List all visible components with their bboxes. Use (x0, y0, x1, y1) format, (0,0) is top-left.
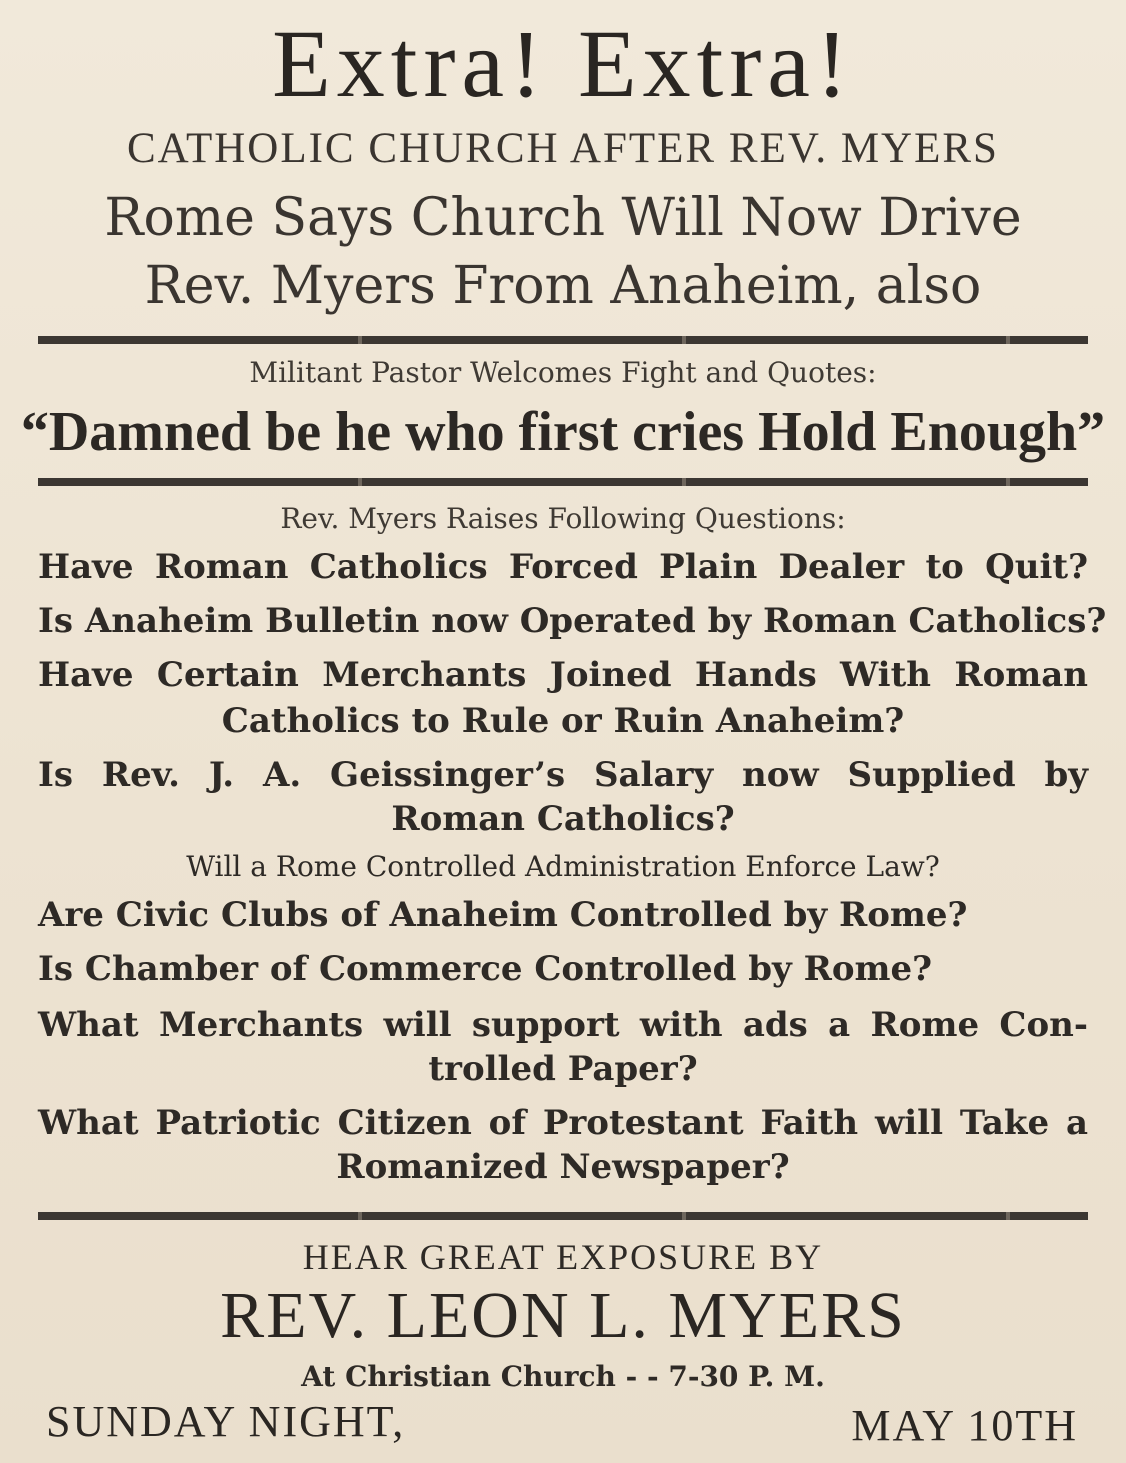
subheadline: CATHOLIC CHURCH AFTER REV. MYERS (127, 125, 999, 172)
divider-rule (38, 1212, 1088, 1220)
divider-rule (38, 478, 1088, 486)
question-line: trolled Paper? (428, 1049, 698, 1089)
militant-line: Militant Pastor Welcomes Fight and Quotes: (249, 356, 877, 389)
question-line: Have Roman Catholics Forced Plain Dealer to Quit? (38, 547, 1088, 587)
footer-date: MAY 10TH (851, 1401, 1078, 1450)
question-line: What Patriotic Citizen of Protestant Faith will Take a (38, 1103, 1088, 1143)
footer-day: SUNDAY NIGHT, (46, 1397, 406, 1446)
question-line: Is Rev. J. A. Geissinger’s Salary now Supplied by (38, 755, 1088, 795)
rome-line-2: Rev. Myers From Anaheim, also (144, 256, 982, 316)
question-line: Are Civic Clubs of Anaheim Controlled by Rome? (38, 895, 968, 935)
divider-rule (38, 336, 1088, 344)
question-line: Romanized Newspaper? (336, 1147, 790, 1187)
question-line: Roman Catholics? (391, 799, 735, 839)
footer-hear: HEAR GREAT EXPOSURE BY (302, 1237, 824, 1277)
question-line: Is Anaheim Bulletin now Operated by Roman Catholics? (38, 601, 1107, 641)
question-line: Is Chamber of Commerce Controlled by Rome? (38, 949, 933, 989)
question-line: Catholics to Rule or Ruin Anaheim? (221, 701, 905, 741)
raises-line: Rev. Myers Raises Following Questions: (280, 502, 846, 535)
footer-speaker-name: REV. LEON L. MYERS (220, 1279, 906, 1352)
question-line: Will a Rome Controlled Administration Enforce Law? (186, 850, 940, 883)
question-line: Have Certain Merchants Joined Hands With Roman (38, 655, 1088, 695)
headline: Extra! Extra! (272, 10, 854, 117)
footer-venue-time: At Christian Church - - 7-30 P. M. (301, 1360, 825, 1393)
question-line: What Merchants will support with ads a Rome Con- (38, 1005, 1088, 1045)
rome-line-1: Rome Says Church Will Now Drive (104, 188, 1022, 248)
quote-line: “Damned be he who first cries Hold Enough” (20, 401, 1106, 463)
